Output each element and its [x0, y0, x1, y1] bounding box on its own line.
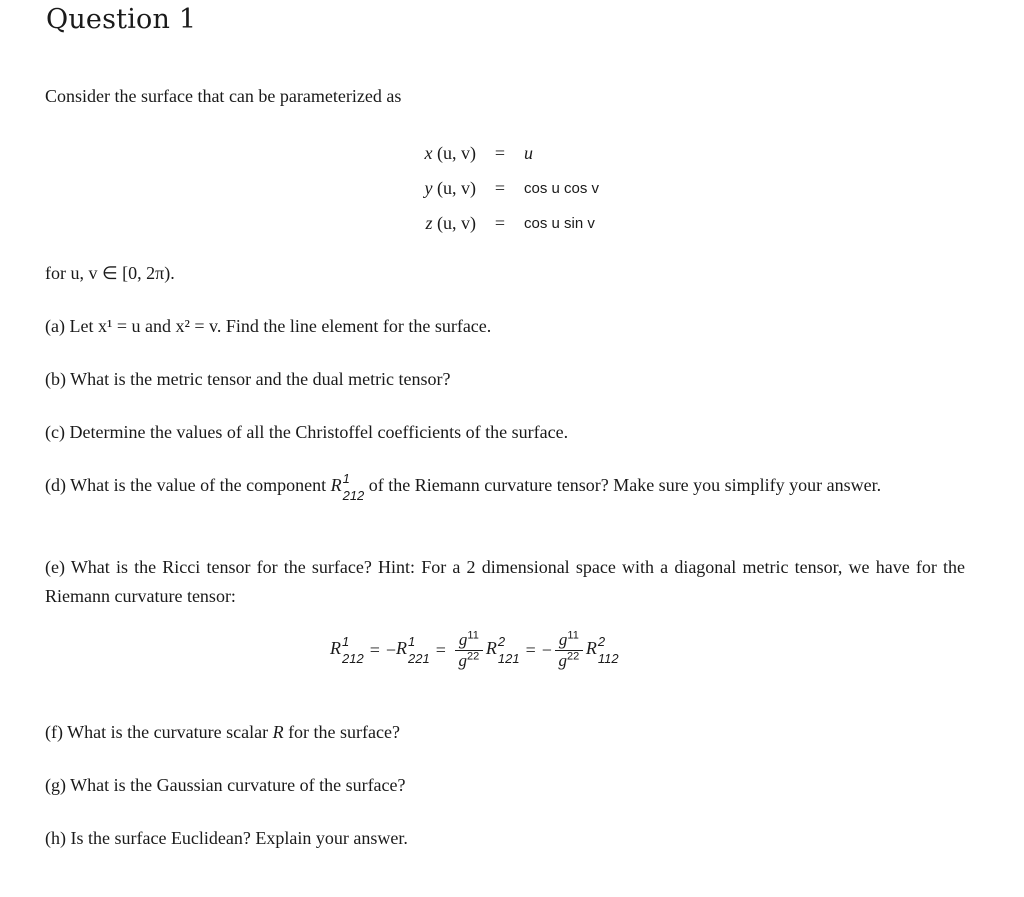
part-g: (g) What is the Gaussian curvature of the surface?: [45, 775, 406, 795]
parametrization-equations: [398, 136, 599, 241]
eq-lhs-var: y: [424, 178, 433, 198]
eq-rhs: u: [524, 143, 533, 163]
part-h: (h) Is the surface Euclidean? Explain your answer.: [45, 828, 408, 848]
metric-fraction: $\frac{g^{11}}{g^{22}}$: [455, 630, 483, 671]
part-d: [45, 470, 965, 503]
part-c: (c) Determine the values of all the Christoffel coefficients of the surface.: [45, 422, 569, 442]
eq-rhs: cos u cos v: [524, 180, 600, 197]
eq-lhs-var: z: [425, 213, 433, 233]
metric-fraction: $\frac{g^{11}}{g^{22}}$: [555, 630, 583, 671]
intro-text: Consider the surface that can be parameterized as: [45, 86, 402, 106]
eq-equals: =: [494, 178, 506, 198]
question-title: Question 1: [46, 4, 197, 35]
part-e: (e) What is the Ricci tensor for the surface? Hint: For a 2 dimensional space with a diagonal metric tensor, we have for the Riemann curvature tensor:: [45, 557, 965, 606]
part-b: (b) What is the metric tensor and the dual metric tensor?: [45, 369, 451, 389]
part-d-suffix: of the Riemann curvature tensor? Make sure you simplify your answer.: [368, 475, 882, 495]
eq-rhs: cos u sin v: [524, 215, 595, 232]
eq-equals: =: [494, 143, 506, 163]
eq-equals: =: [494, 213, 506, 233]
part-a: (a) Let x¹ = u and x² = v. Find the line element for the surface.: [45, 316, 492, 336]
riemann-component: R 1 212: [330, 470, 365, 503]
eq-lhs-args: (u, v): [437, 213, 476, 233]
equation-row-x: [398, 136, 599, 171]
domain-text: for u, v ∈ [0, 2π).: [45, 263, 175, 283]
eq-lhs-var: x: [424, 143, 433, 163]
eq-lhs-args: (u, v): [437, 178, 476, 198]
part-d-prefix: (d) What is the value of the component: [45, 475, 327, 495]
eq-lhs-args: (u, v): [437, 143, 476, 163]
equation-row-y: [398, 171, 599, 206]
curvature-scalar-symbol: R: [272, 722, 284, 742]
equation-row-z: [398, 206, 599, 241]
part-f: (f) What is the curvature scalar R for the surface?: [45, 722, 400, 742]
riemann-identity-equation: R 1 212 = − R 1 221 = $\frac{g^{11}}{g^{22}}$ R 2 121 = − $\frac{g^{11}}{g^{22}}$ R 2 112: [330, 628, 619, 670]
